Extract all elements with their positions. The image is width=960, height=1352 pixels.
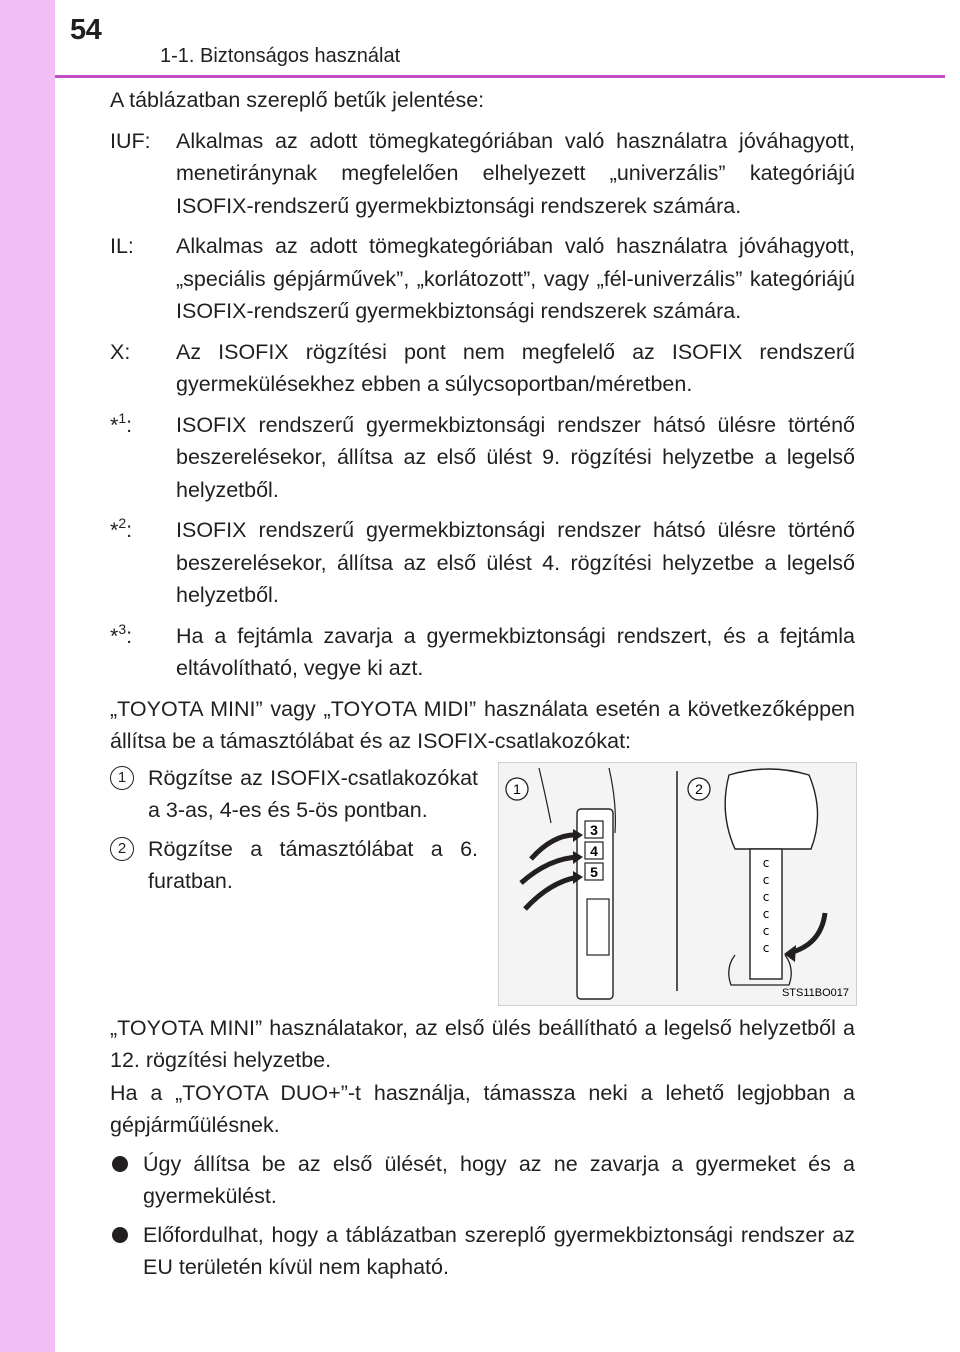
footnote-mark: *$^2$: <box>110 515 133 542</box>
footnote-desc: ISOFIX rendszerű gyermekbiztonsági rendszer hátsó ülésre történő beszerelésekor, állítsa az első ülést 9. rögzítési helyzetbe a legelső helyzetből. <box>176 412 855 502</box>
panel-1-label: 1 <box>513 780 521 797</box>
step-list <box>110 762 478 904</box>
definition-list <box>110 125 855 685</box>
page-number: 54 <box>70 14 102 46</box>
footnote-mark: *$^3$: <box>110 620 133 648</box>
bullet-text: Előfordulhat, hogy a táblázatban szereplő gyermekbiztonsági rendszer az EU területén kívül nem kapható. <box>143 1222 855 1279</box>
illustration-svg <box>499 763 856 1005</box>
step-text: Rögzítse a támasztólábat a 6. furatban. <box>148 836 478 893</box>
definition-row <box>110 336 855 401</box>
mark-5: 5 <box>590 863 598 880</box>
bullet-item <box>110 1148 855 1213</box>
definition-desc: Alkalmas az adott tömegkategóriában való használatra jóváhagyott, „speciális gépjárművek”, „korlátozott”, vagy „fél-univerzális” kategóriájú ISOFIX-rendszerű gyermekbiztonsági rendszerek számára. <box>176 234 855 323</box>
definition-term: IUF: <box>110 128 151 153</box>
definition-term: X: <box>110 339 131 364</box>
mark-4: 4 <box>590 842 598 859</box>
section-title: 1-1. Biztonságos használat <box>160 45 401 67</box>
svg-text:c: c <box>762 855 770 870</box>
mark-3: 3 <box>590 821 598 838</box>
step-item <box>110 833 478 898</box>
steps-with-figure <box>110 762 855 1012</box>
intro-text: A táblázatban szereplő betűk jelentése: <box>110 88 485 112</box>
side-tab-bar <box>0 0 55 1352</box>
footnote-desc: Ha a fejtámla zavarja a gyermekbiztonsági rendszert, és a fejtámla eltávolítható, vegye ki azt. <box>176 623 855 680</box>
connector-slot <box>587 899 609 955</box>
isofix-illustration <box>498 762 857 1006</box>
support-leg-base <box>725 769 817 849</box>
page-content <box>110 84 855 1284</box>
definition-row <box>110 125 855 223</box>
leg-arrow-head <box>784 945 796 962</box>
after-figure-text: „TOYOTA MINI” használatakor, az első ülés beállítható a legelső helyzetből a 12. rögzítési helyzetbe. <box>110 1015 855 1072</box>
seat-fold-line <box>539 768 551 823</box>
step-number-badge: 2 <box>110 837 134 861</box>
arrow-5 <box>525 877 579 909</box>
figure-code: STS11BO017 <box>781 986 849 999</box>
definition-term: IL: <box>110 234 134 258</box>
panel-2-label: 2 <box>695 780 703 797</box>
bullet-item <box>110 1219 855 1284</box>
bullet-dot-icon <box>112 1156 128 1172</box>
footnote-row <box>110 409 855 507</box>
footnote-row <box>110 620 855 685</box>
footnote-row <box>110 514 855 612</box>
step-text: Rögzítse az ISOFIX-csatlakozókat a 3-as, 4-es és 5-ös pontban. <box>148 765 478 822</box>
footnote-desc: ISOFIX rendszerű gyermekbiztonsági rendszer hátsó ülésre történő beszerelésekor, állítsa az első ülést 4. rögzítési helyzetbe a legelső helyzetből. <box>176 518 855 607</box>
bullet-text: Úgy állítsa be az első ülését, hogy az ne zavarja a gyermeket és a gyermekülést. <box>143 1151 855 1208</box>
header-rule <box>55 75 945 78</box>
svg-text:c: c <box>762 940 770 955</box>
bullet-list <box>110 1148 855 1284</box>
footnote-mark: *$^1$: <box>110 409 133 437</box>
svg-text:c: c <box>762 923 770 938</box>
step-item <box>110 762 478 827</box>
svg-text:c: c <box>762 872 770 887</box>
step-number-badge: 1 <box>110 766 134 790</box>
definition-row <box>110 230 855 328</box>
after-figure-text: Ha a „TOYOTA DUO+”-t használja, támassza neki a lehető legjobban a gépjárműülésnek. <box>110 1080 855 1137</box>
svg-text:c: c <box>762 889 770 904</box>
svg-text:c: c <box>762 906 770 921</box>
definition-desc: Alkalmas az adott tömegkategóriában való használatra jóváhagyott, menetiránynak megfelelően elhelyezett „univerzális” kategóriájú ISOFIX-rendszerű gyermekbiztonsági rendszerek számára. <box>176 128 855 218</box>
definition-desc: Az ISOFIX rögzítési pont nem megfelelő az ISOFIX rendszerű gyermekülésekhez ebben a súlycsoportban/méretben. <box>176 339 855 396</box>
toyota-intro: „TOYOTA MINI” vagy „TOYOTA MIDI” használata esetén a következőképpen állítsa be a támasztólábat és az ISOFIX-csatlakozókat: <box>110 696 855 753</box>
bullet-dot-icon <box>112 1227 128 1243</box>
